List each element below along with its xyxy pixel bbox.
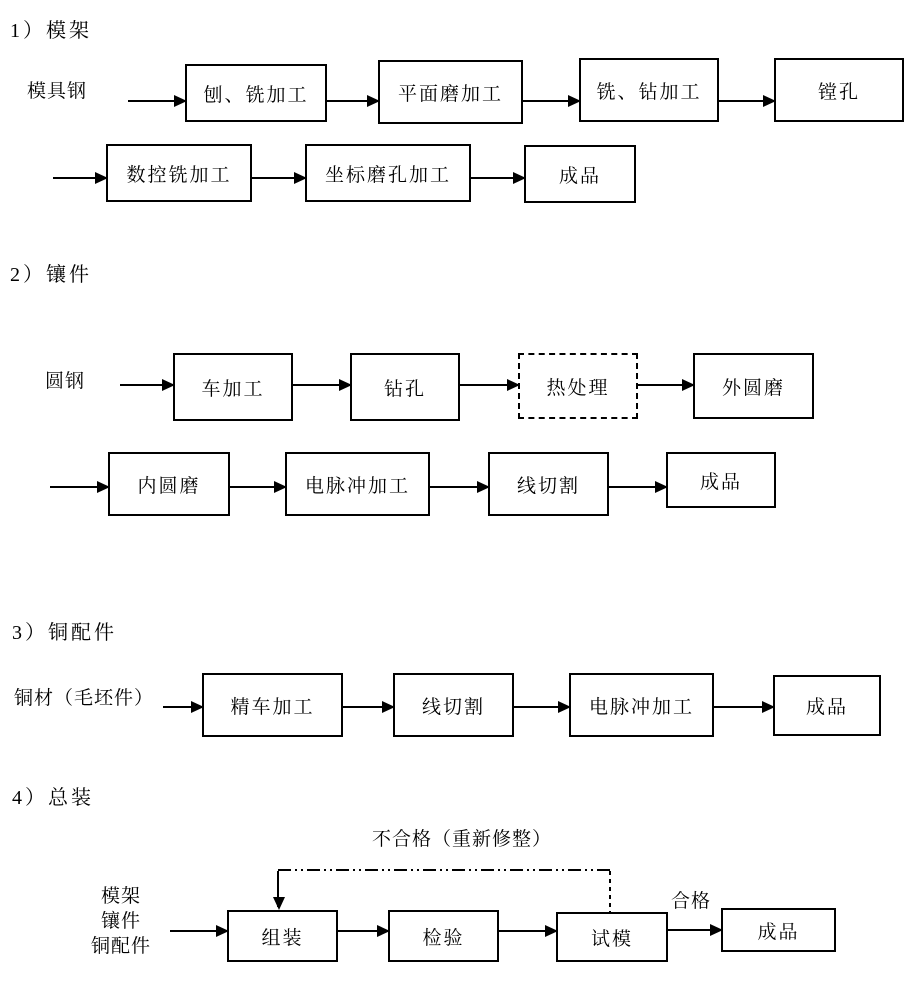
- process-box: 电脉冲加工: [569, 673, 714, 737]
- flow-arrow: [609, 486, 666, 488]
- process-box: 成品: [524, 145, 636, 203]
- process-box: 试模: [556, 912, 668, 962]
- process-box: 刨、铣加工: [185, 64, 327, 122]
- flow-arrow: [293, 384, 350, 386]
- process-box: 精车加工: [202, 673, 343, 737]
- process-box: 平面磨加工: [378, 60, 523, 124]
- process-box: 线切割: [488, 452, 609, 516]
- process-box-dashed: 热处理: [518, 353, 638, 419]
- section-2-source-label: 圆钢: [45, 371, 86, 392]
- process-box: 铣、钻加工: [579, 58, 719, 122]
- feedback-label: 不合格（重新修整）: [372, 829, 553, 850]
- process-box: 内圆磨: [108, 452, 230, 516]
- flow-arrow: [120, 384, 173, 386]
- assembly-inputs: [80, 884, 162, 959]
- feedback-line-vertical: [609, 871, 611, 912]
- flow-arrow: [338, 930, 388, 932]
- flow-arrow: [638, 384, 693, 386]
- section-1-source-label: 模具钢: [27, 81, 88, 102]
- feedback-down-arrow: [277, 871, 279, 907]
- section-1-heading: 1）模架: [10, 20, 92, 42]
- process-box: 成品: [721, 908, 836, 952]
- process-box: 数控铣加工: [106, 144, 252, 202]
- flow-arrow: [170, 930, 227, 932]
- flow-arrow: [230, 486, 285, 488]
- process-box: 外圆磨: [693, 353, 814, 419]
- flow-arrow: [523, 100, 579, 102]
- flow-arrow: [499, 930, 556, 932]
- process-box: 检验: [388, 910, 499, 962]
- assembly-input-label: 铜配件: [90, 936, 151, 957]
- process-box: 镗孔: [774, 58, 904, 122]
- feedback-line-horizontal: [278, 869, 611, 871]
- process-box: 成品: [773, 675, 881, 736]
- flow-arrow: [514, 706, 569, 708]
- section-3-source-label: 铜材（毛坯件）: [14, 688, 155, 709]
- section-2-heading: 2）镶件: [10, 264, 92, 286]
- process-box: 电脉冲加工: [285, 452, 430, 516]
- flow-arrow: [719, 100, 774, 102]
- section-4-heading: 4）总装: [12, 787, 94, 809]
- flow-arrow: [252, 177, 305, 179]
- process-box: 坐标磨孔加工: [305, 144, 471, 202]
- flow-arrow: [343, 706, 393, 708]
- process-box: 成品: [666, 452, 776, 508]
- flow-arrow: [471, 177, 524, 179]
- process-box: 组装: [227, 910, 338, 962]
- process-box: 线切割: [393, 673, 514, 737]
- flow-arrow: [714, 706, 773, 708]
- flow-arrow: [163, 706, 202, 708]
- flow-arrow: [460, 384, 518, 386]
- process-box: 钻孔: [350, 353, 460, 421]
- pass-label: 合格: [671, 891, 712, 912]
- flow-arrow: [327, 100, 378, 102]
- flow-arrow: [668, 929, 721, 931]
- flow-arrow: [50, 486, 108, 488]
- flow-arrow: [430, 486, 488, 488]
- flow-arrow: [128, 100, 185, 102]
- process-box: 车加工: [173, 353, 293, 421]
- flow-arrow: [53, 177, 106, 179]
- assembly-input-label: 镶件: [100, 911, 141, 932]
- assembly-input-label: 模架: [100, 886, 141, 907]
- section-3-heading: 3）铜配件: [12, 622, 117, 644]
